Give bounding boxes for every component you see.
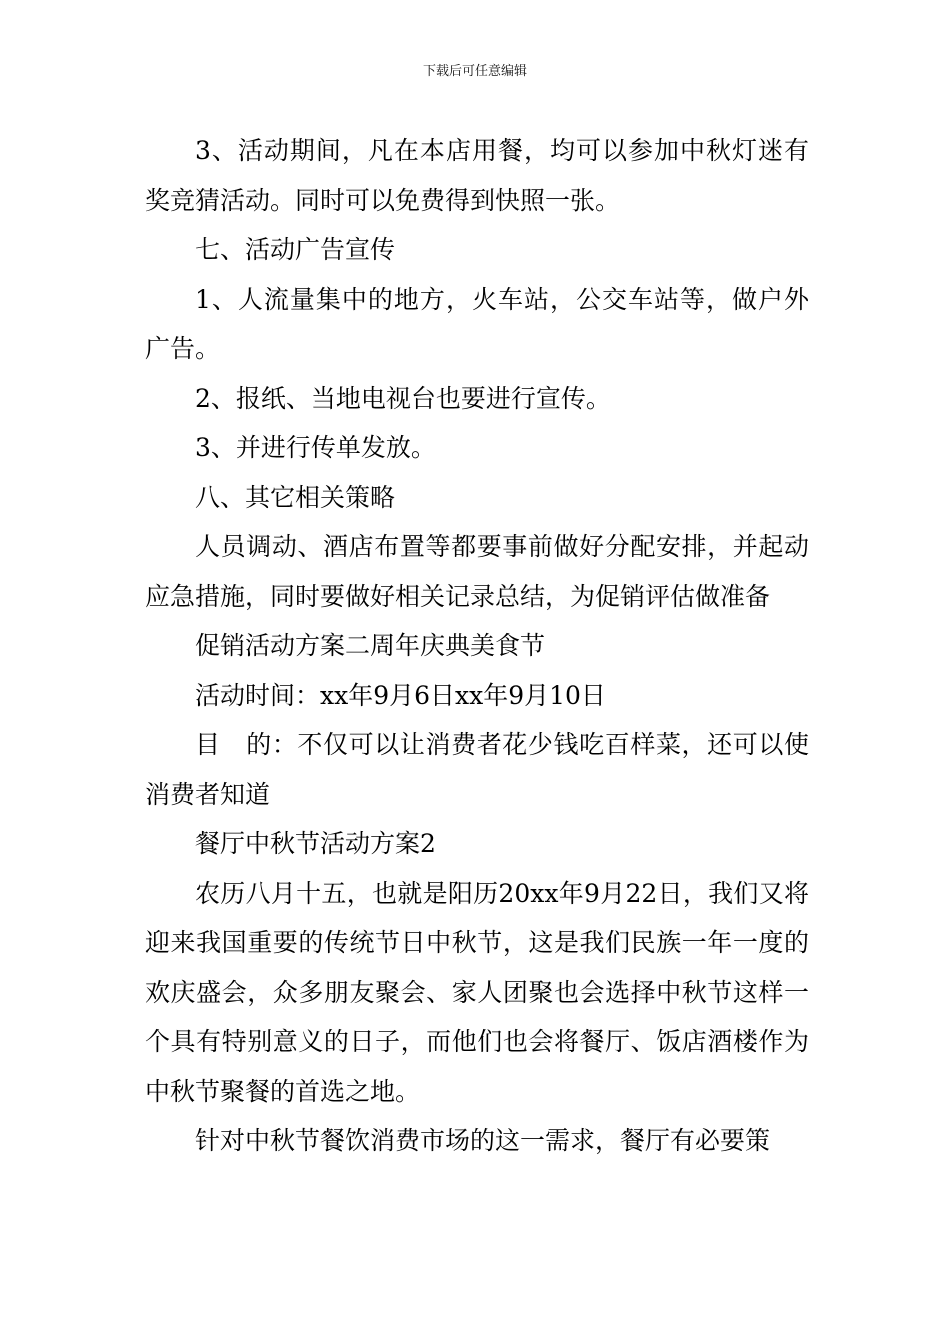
paragraph-ad-1: 1、人流量集中的地方，火车站，公交车站等，做户外广告。 [145, 284, 809, 363]
paragraph-1: 3、活动期间，凡在本店用餐，均可以参加中秋灯迷有奖竞猜活动。同时可以免费得到快照一张。 [145, 136, 809, 215]
paragraph-intro: 农历八月十五，也就是阳历20xx年9月22日，我们又将迎来我国重要的传统节日中秋节，这是我们民族一年一度的欢庆盛会，众多朋友聚会、家人团聚也会选择中秋节这样一个具有特别意义的日子，而他们也会将餐厅、饭店酒楼作为中秋节聚餐的首选之地。 [145, 878, 809, 1106]
plan-2-title: 餐厅中秋节活动方案2 [195, 829, 436, 858]
page-header: 下载后可任意编辑 [422, 64, 527, 79]
paragraph-ad-3: 3、并进行传单发放。 [195, 433, 436, 462]
activity-time: 活动时间：xx年9月6日xx年9月10日 [195, 680, 606, 710]
section-heading-8: 八、其它相关策略 [195, 482, 396, 512]
activity-purpose: 目 的：不仅可以让消费者花少钱吃百样菜，还可以使消费者知道 [145, 730, 809, 809]
paragraph-ad-2: 2、报纸、当地电视台也要进行宣传。 [195, 383, 611, 413]
paragraph-strategy: 人员调动、酒店布置等都要事前做好分配安排，并起动应急措施，同时要做好相关记录总结，为促销评估做准备 [145, 532, 809, 611]
section-heading-7: 七、活动广告宣传 [195, 235, 396, 264]
paragraph-market: 针对中秋节餐饮消费市场的这一需求，餐厅有必要策 [195, 1126, 771, 1155]
document-body [145, 126, 809, 1166]
plan-title: 促销活动方案二周年庆典美食节 [195, 631, 546, 660]
